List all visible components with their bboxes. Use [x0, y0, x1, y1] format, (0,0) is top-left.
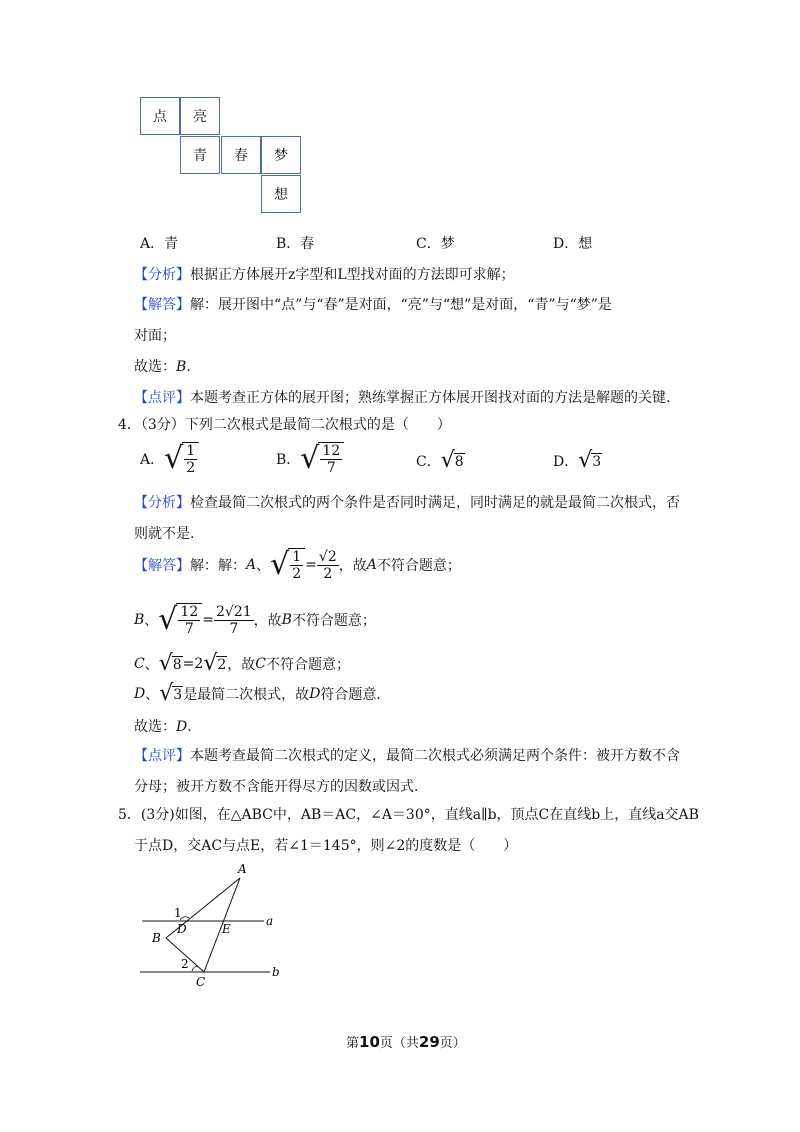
label-c-vertex: C — [196, 975, 206, 989]
label-d-point: D — [177, 922, 187, 936]
label-e-point: E — [222, 922, 231, 936]
solution-tag: 【解答】 — [134, 297, 190, 313]
q3-analysis — [134, 264, 515, 284]
option-label: C． — [416, 454, 441, 470]
net-cell-xiang: 想 — [261, 175, 301, 213]
q3-solution-line2: 对面； — [134, 328, 176, 344]
radicand: 3 — [173, 686, 183, 703]
sqrt-fraction: √ $\frac{12}{7}$ — [158, 603, 202, 637]
sqrt: √ 2 — [203, 651, 227, 676]
letter-b: B — [281, 612, 292, 628]
q5-stem-line1: 5．(3分)如图，在△ABC中，AB＝AC，∠A＝30°，直线a∥b，顶点C在直线b上，直线a交AB — [118, 807, 699, 823]
denominator: 2 — [186, 460, 196, 476]
numerator: 2√21 — [215, 603, 252, 620]
equals-text: =2 — [182, 656, 204, 672]
label-line-a: a — [266, 914, 274, 928]
choice-prefix: 故选： — [134, 359, 176, 375]
q4-analysis-line2: 则就不是. — [134, 526, 195, 542]
net-cell-meng: 梦 — [261, 136, 301, 174]
conclusion-text: ，故 — [253, 613, 282, 629]
q3-comment — [134, 387, 670, 407]
numerator: 12 — [322, 443, 341, 459]
numerator: √2 — [318, 548, 337, 565]
letter-a: A — [246, 557, 257, 573]
label-angle-2: 2 — [181, 957, 189, 971]
conclusion-text: 不符合题意； — [291, 613, 376, 629]
q3-option-a: A．青 — [140, 236, 179, 252]
comment-text: 本题考查正方体的展开图；熟练掌握正方体展开图找对面的方法是解题的关键. — [190, 390, 671, 406]
angle-2-arc — [192, 966, 198, 971]
comment-tag: 【点评】 — [134, 390, 190, 406]
denominator: 2 — [323, 565, 333, 582]
equals-sign: = — [202, 612, 214, 628]
sqrt: √ 8 — [158, 651, 182, 676]
fraction — [214, 604, 254, 637]
sqrt-fraction: √ $\frac{12}{7}$ — [300, 442, 344, 476]
numerator: 1 — [186, 443, 196, 459]
conclusion-text: ，故 — [338, 558, 367, 574]
denominator: 2 — [292, 566, 302, 582]
choice-letter: B — [176, 359, 187, 375]
choice-prefix: 故选： — [134, 719, 176, 735]
q4-choice — [134, 716, 192, 736]
separator: 、 — [256, 558, 271, 574]
separator: 、 — [144, 613, 159, 629]
page-footer — [346, 1032, 466, 1051]
choice-letter: D — [176, 719, 188, 735]
q4-comment-line1 — [134, 745, 680, 765]
page-number: 10 — [359, 1033, 380, 1051]
q4-solution-a — [134, 548, 461, 582]
q4-solution-c — [134, 653, 350, 675]
radicand: 8 — [172, 656, 182, 673]
letter-d: D — [309, 686, 321, 702]
q4-solution-d — [134, 683, 381, 705]
label-line-b: b — [272, 965, 280, 979]
conclusion-text: 不符合题意； — [265, 657, 350, 673]
letter-a: A — [366, 557, 377, 573]
q3-solution-line1 — [134, 294, 612, 314]
net-cell-liang: 亮 — [180, 97, 220, 135]
footer-mid: 页（共 — [379, 1036, 419, 1051]
conclusion-text: ，故 — [227, 657, 256, 673]
numerator: 12 — [180, 604, 199, 620]
option-label: A． — [140, 452, 165, 468]
solution-text: 解：展开图中“点”与“春”是对面，“亮”与“想”是对面，“青”与“梦”是 — [190, 297, 612, 313]
conclusion-text: 是最简二次根式，故 — [183, 687, 310, 703]
q3-option-b: B．春 — [276, 236, 315, 252]
triangle-figure — [134, 862, 304, 992]
conclusion-text: 符合题意. — [320, 687, 381, 703]
analysis-tag: 【分析】 — [134, 495, 190, 511]
radicand: 2 — [217, 656, 227, 673]
net-cell-chun: 春 — [221, 136, 261, 174]
separator: 、 — [144, 657, 159, 673]
net-cell-dian: 点 — [140, 97, 180, 135]
q3-choice — [134, 356, 191, 376]
sqrt-fraction: √ $\frac{1}{2}$ — [270, 548, 305, 582]
option-label: D． — [553, 454, 579, 470]
q4-option-a — [140, 442, 199, 476]
label-angle-1: 1 — [174, 906, 182, 920]
denominator: 7 — [326, 460, 336, 476]
q4-comment-line2: 分母；被开方数不含能开得尽方的因数或因式. — [134, 779, 419, 795]
conclusion-text: 不符合题意； — [376, 558, 461, 574]
analysis-text: 检查最简二次根式的两个条件是否同时满足，同时满足的就是最简二次根式，否 — [190, 495, 680, 511]
letter-b: B — [134, 612, 145, 628]
q4-stem — [118, 414, 451, 434]
q4-analysis-line1 — [134, 492, 680, 512]
sqrt: √ 3 — [159, 681, 183, 706]
letter-c: C — [255, 656, 266, 672]
page-total: 29 — [418, 1033, 440, 1051]
sqrt-fraction: √ $\frac{1}{2}$ — [164, 442, 199, 476]
analysis-tag: 【分析】 — [134, 267, 190, 283]
denominator: 7 — [184, 621, 194, 637]
q3-option-d: D．想 — [553, 236, 593, 252]
q4-option-c — [416, 450, 465, 472]
letter-c: C — [134, 656, 145, 672]
comment-tag: 【点评】 — [134, 748, 190, 764]
choice-suffix: . — [187, 719, 192, 735]
equals-sign: = — [305, 557, 317, 573]
footer-suffix: 页） — [439, 1036, 466, 1051]
q4-solution-b — [134, 603, 376, 637]
q3-option-c: C．梦 — [416, 236, 455, 252]
label-a-vertex: A — [238, 862, 247, 876]
sqrt: √ 8 — [440, 448, 464, 473]
footer-prefix: 第 — [346, 1036, 360, 1051]
sqrt: √ 3 — [578, 448, 602, 473]
choice-suffix: . — [186, 359, 191, 375]
separator: 、 — [145, 687, 160, 703]
q5-stem-line2: 于点D，交AC与点E，若∠1＝145°，则∠2的度数是（ ） — [134, 838, 518, 854]
fraction — [317, 549, 339, 582]
letter-d: D — [134, 686, 146, 702]
comment-text: 本题考查最简二次根式的定义，最简二次根式必须满足两个条件：被开方数不含 — [190, 748, 680, 764]
option-label: B． — [276, 452, 301, 468]
question-stem: （3分）下列二次根式是最简二次根式的是（ ） — [140, 417, 451, 433]
label-b-vertex: B — [152, 931, 161, 945]
q4-option-d — [553, 450, 602, 472]
denominator: 7 — [229, 620, 239, 637]
analysis-text: 根据正方体展开z字型和L型找对面的方法即可求解； — [190, 267, 515, 283]
solution-tag: 【解答】 — [134, 558, 190, 574]
radicand: 8 — [454, 453, 464, 470]
q4-option-b — [276, 442, 344, 476]
question-number: 4． — [118, 417, 141, 433]
net-cell-qing: 青 — [180, 136, 220, 174]
numerator: 1 — [292, 549, 302, 565]
solution-prefix: 解：解： — [190, 558, 246, 574]
radicand: 3 — [592, 453, 602, 470]
